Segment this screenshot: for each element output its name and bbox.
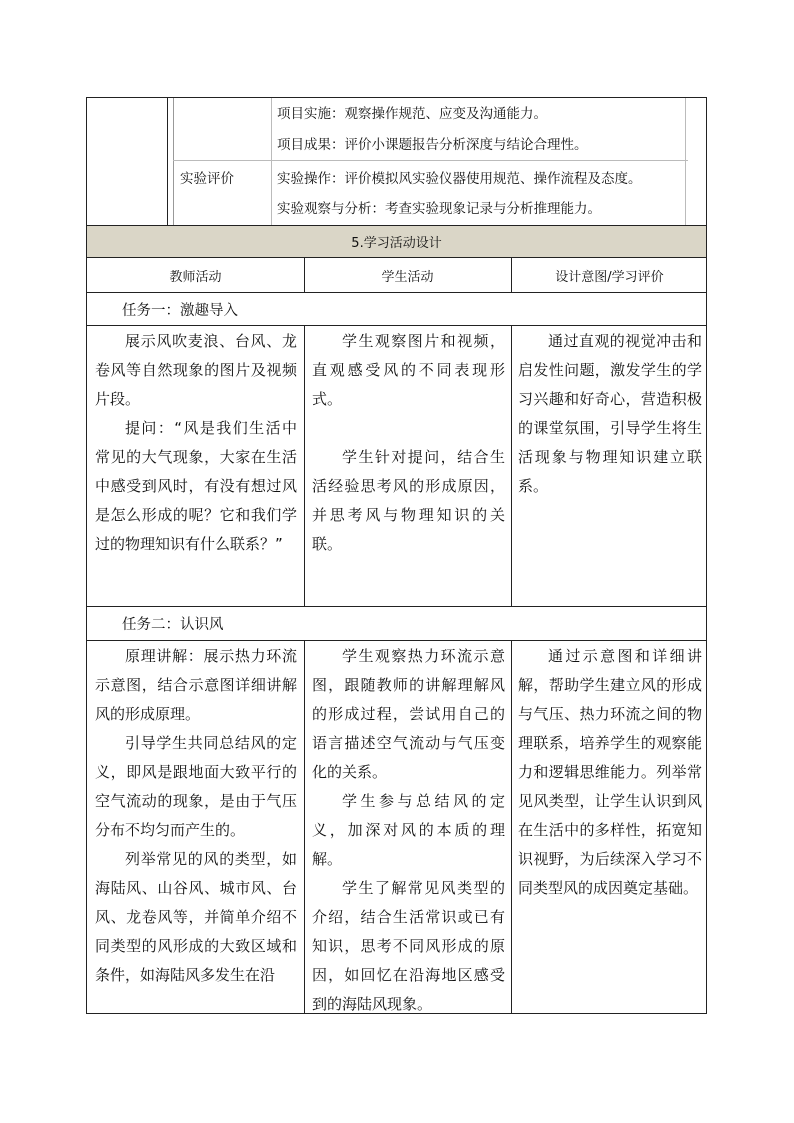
- paragraph: 提问：“风是我们生活中常见的大气现象，大家在生活中感受到风时，有没有想过风是怎么形成的呢？它和我们学过的物理知识有什么联系？”: [95, 419, 297, 553]
- col-divider: [511, 325, 512, 606]
- column-header-student: 学生活动: [381, 269, 434, 285]
- eval-col-divider: [167, 98, 168, 225]
- paragraph: 学生参与总结风的定义，加深对风的本质的理解。: [312, 792, 505, 868]
- paragraph: 列举常见的风的类型，如海陆风、山谷风、城市风、台风、龙卷风等，并简单介绍不同类型的风形成的大致区域和条件，如海陆风多发生在沿: [95, 850, 297, 984]
- paragraph: 通过示意图和详细讲解，帮助学生建立风的形成与气压、热力环流之间的物理联系，培养学生的观察能力和逻辑思维能力。列举常见风类型，让学生认识到风在生活中的多样性，拓宽知识视野，为后续深入学习不同类型风的成因奠定基础。: [518, 647, 702, 897]
- teacher-activity-cell: [95, 327, 297, 559]
- paragraph: 通过直观的视觉冲击和启发性问题，激发学生的学习兴趣和好奇心，营造积极的课堂氛围，引导学生将生活现象与物理知识建立联系。: [518, 332, 702, 495]
- design-intent-cell: [518, 327, 702, 501]
- eval-item: 实验操作：评价模拟风实验仪器使用规范、操作流程及态度。: [277, 171, 642, 187]
- section-title: 5.学习活动设计: [86, 225, 707, 258]
- eval-item: 项目实施：观察操作规范、应变及沟通能力。: [277, 106, 547, 122]
- paragraph: 学生针对提问，结合生活经验思考风的形成原因，并思考风与物理知识的关联。: [312, 448, 505, 553]
- eval-category-label: 实验评价: [180, 171, 234, 187]
- paragraph: 学生观察图片和视频，直观感受风的不同表现形式。: [312, 332, 505, 408]
- student-activity-cell: [312, 327, 505, 559]
- evaluation-table: [86, 97, 707, 225]
- eval-col-divider: [271, 98, 272, 225]
- paragraph: 展示风吹麦浪、台风、龙卷风等自然现象的图片及视频片段。: [95, 332, 297, 408]
- task-title: 任务一：激趣导入: [122, 302, 238, 319]
- col-divider: [304, 640, 305, 1014]
- eval-item: 项目成果：评价小课题报告分析深度与结论合理性。: [277, 137, 588, 153]
- eval-item: 实验观察与分析：考查实验现象记录与分析推理能力。: [277, 201, 601, 217]
- student-activity-cell: [312, 642, 505, 1019]
- design-intent-cell: [518, 642, 702, 903]
- eval-col-divider: [685, 98, 686, 225]
- teacher-activity-cell: [95, 642, 297, 990]
- task-title: 任务二：认识风: [122, 616, 224, 633]
- activity-table: [86, 258, 707, 1014]
- paragraph: 学生了解常见风类型的介绍，结合生活常识或已有知识，思考不同风形成的原因，如回忆在沿海地区感受到的海陆风现象。: [312, 879, 505, 1013]
- paragraph: 学生观察热力环流示意图，跟随教师的讲解理解风的形成过程，尝试用自己的语言描述空气流动与气压变化的关系。: [312, 647, 505, 781]
- column-header-design: 设计意图/学习评价: [555, 269, 664, 285]
- row-divider: [87, 640, 706, 641]
- col-divider: [511, 258, 512, 292]
- paragraph: 引导学生共同总结风的定义，即风是跟地面大致平行的空气流动的现象，是由于气压分布不均匀而产生的。: [95, 734, 297, 839]
- col-divider: [304, 258, 305, 292]
- column-header-teacher: 教师活动: [169, 269, 222, 285]
- eval-col-divider: [173, 98, 174, 225]
- paragraph: 原理讲解：展示热力环流示意图，结合示意图详细讲解风的形成原理。: [95, 647, 297, 723]
- col-divider: [511, 640, 512, 1014]
- eval-row-divider: [173, 160, 688, 161]
- col-divider: [304, 325, 305, 606]
- paragraph-spacer: [312, 414, 505, 443]
